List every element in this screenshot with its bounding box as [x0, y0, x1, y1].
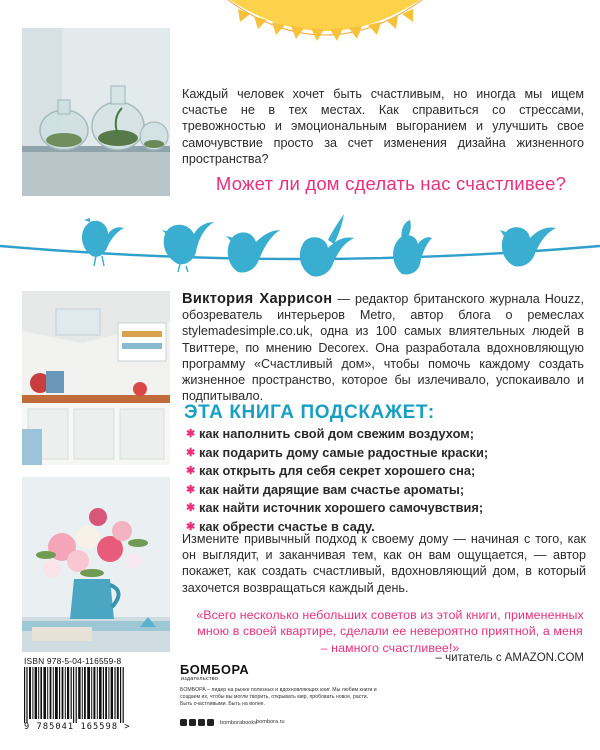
bird-icon — [300, 214, 354, 277]
tips-list — [186, 425, 488, 537]
terrarium-photo — [22, 28, 170, 196]
bird-icon — [393, 220, 432, 275]
star-icon: ✱ — [186, 446, 196, 459]
barcode — [24, 667, 130, 723]
barcode-digits: 9 785041 165598 > — [24, 722, 131, 732]
star-icon: ✱ — [186, 428, 196, 440]
isbn-label: ISBN 978-5-04-116559-8 — [24, 656, 122, 666]
bird-icon — [226, 230, 280, 273]
publisher-site: bombora.ru — [256, 719, 285, 725]
flowers-photo — [22, 477, 170, 652]
approach-paragraph: Измените привычный подход к своему дому — начиная с того, как он выглядит, и заканчивая тем, как он вам ощущается, — автор покажет, как создать счастливый, вдохновляющий дом, в который захочется возвращаться каждый день. — [182, 532, 586, 595]
kitchen-photo — [22, 291, 170, 465]
publisher-subtitle: издательство — [181, 676, 219, 682]
publisher-description: БОМБОРА – лидер на рынке полезных и вдохновляющих книг. Мы любим книги и создаем их, чтобы вы могли творить, открывать мир, пробовать новое, расти. Быть счастливыми. Быть на волне. — [180, 687, 377, 707]
list-item: ✱ как открыть для себя секрет хорошего сна; — [186, 462, 488, 481]
intro-paragraph: Каждый человек хочет быть счастливым, но иногда мы ищем счастье не в тех местах. Как справиться со стрессами, тревожностью и эмоциональным выгоранием и улучшить свое самочувствие просто за счет изменения дизайна жизненного пространства? — [182, 87, 584, 166]
bird-icon — [500, 227, 556, 266]
publisher-handle: bomborabooks — [220, 719, 258, 726]
pink-question-headline: Может ли дом сделать нас счастливее? — [215, 173, 567, 194]
facebook-icon — [180, 719, 187, 726]
bird-icon — [82, 218, 124, 266]
bird-icon — [162, 222, 214, 272]
list-item: ✱ как наполнить свой дом свежим воздухом; — [186, 425, 488, 444]
star-icon: ✱ — [186, 502, 196, 515]
author-description: — редактор британского журнала Houzz, обозреватель интерьеров Metro, автор блога о ремеслах stylemadesimple.co.uk, одна из 100 самых влиятельных людей в Твиттере, по мнению Decorex. Она разработала вдохновляющую программу «Счастливый дом», чтобы помочь каждому создать жизненное пространство, которое бы излечивало, успокаивало и подпитывало. — [182, 292, 584, 404]
publisher-logo: БОМБОРА — [180, 662, 250, 677]
star-icon: ✱ — [186, 465, 196, 478]
youtube-icon — [198, 719, 205, 726]
instagram-icon — [207, 719, 214, 726]
list-item: ✱ как обрести счастье в саду. — [186, 518, 488, 537]
sun-illustration — [220, 0, 430, 60]
list-item: ✱ как подарить дому самые радостные краски; — [186, 444, 488, 463]
birds-on-wire-illustration — [0, 200, 600, 284]
tips-heading: ЭТА КНИГА ПОДСКАЖЕТ: — [184, 402, 435, 423]
author-name: Виктория Харрисон — [182, 291, 333, 307]
list-item: ✱ как найти дарящие вам счастье ароматы; — [186, 481, 488, 500]
star-icon: ✱ — [186, 483, 196, 496]
quote-source: – читатель с AMAZON.COM — [435, 652, 584, 664]
author-bio — [182, 291, 584, 404]
reader-quote: «Всего несколько небольших советов из этой книги, примененных мною в своей квартире, сделали ее невероятно приятной, а меня – намного счастливее!» — [196, 608, 584, 655]
vk-icon — [189, 719, 196, 726]
star-icon: ✱ — [186, 520, 196, 533]
publisher-social — [180, 719, 257, 726]
list-item: ✱ как найти источник хорошего самочувствия; — [186, 499, 488, 518]
